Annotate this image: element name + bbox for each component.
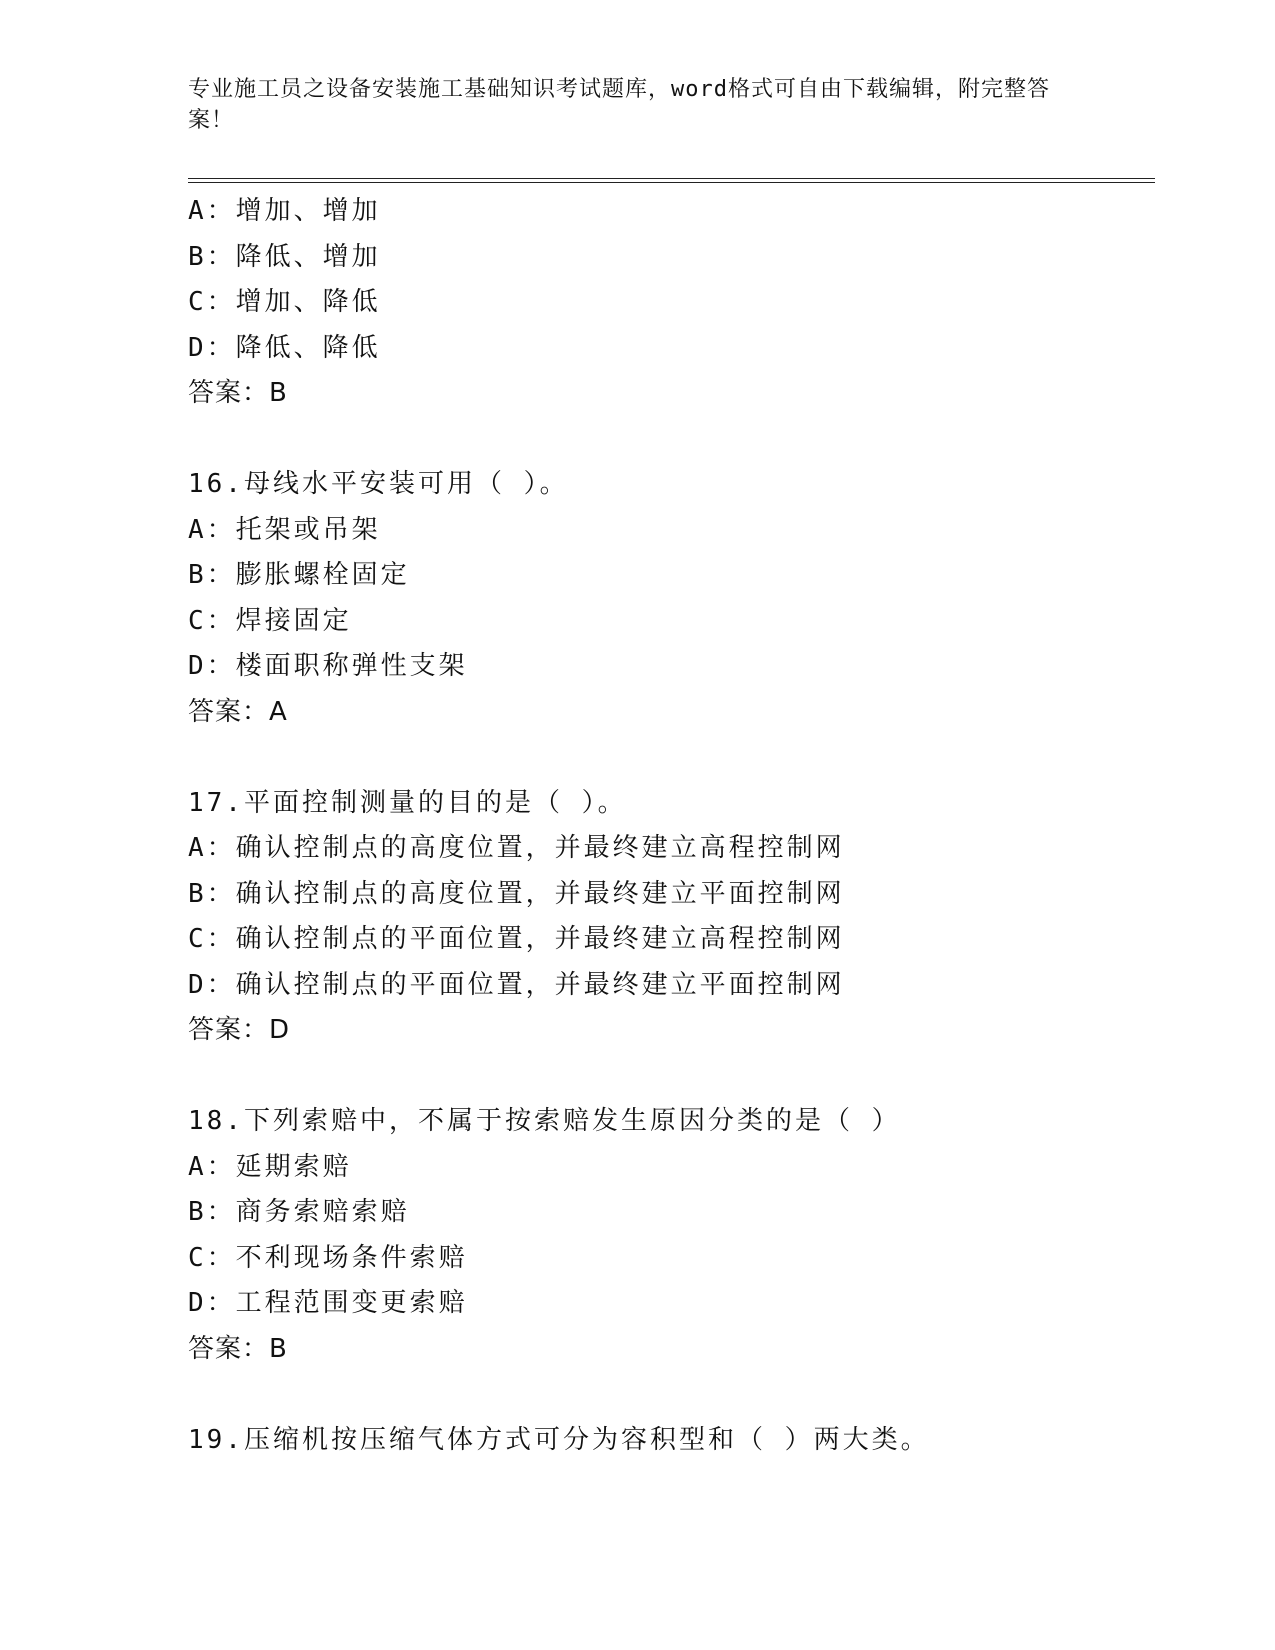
answer-line: 答案：D (188, 1015, 291, 1045)
option-d: D：楼面职称弹性支架 (188, 651, 468, 681)
question-stem: 19.压缩机按压缩气体方式可分为容积型和（ ）两大类。 (188, 1424, 930, 1455)
question-stem: 17.平面控制测量的目的是（ ）。 (188, 787, 627, 818)
option-b: B：商务索赔索赔 (188, 1197, 410, 1227)
question-block-17 (188, 781, 1138, 1054)
option-a: A：延期索赔 (188, 1151, 352, 1182)
option-d: D：工程范围变更索赔 (188, 1288, 468, 1318)
option-c: C：增加、降低 (188, 287, 381, 317)
answer-line: 答案：B (188, 378, 288, 408)
option-d: D：降低、降低 (188, 332, 381, 363)
header-divider (188, 178, 1155, 183)
option-a: A：增加、增加 (188, 196, 381, 226)
question-stem: 18.下列索赔中，不属于按索赔发生原因分类的是（ ） (188, 1106, 901, 1136)
question-block-16 (188, 462, 1138, 735)
question-block-18 (188, 1099, 1138, 1372)
question-stem: 16.母线水平安装可用（ ）。 (188, 469, 569, 499)
answer-line: 答案：A (188, 696, 288, 727)
option-c: C：不利现场条件索赔 (188, 1242, 468, 1273)
document-header: 专业施工员之设备安装施工基础知识考试题库，word格式可自由下载编辑，附完整答案！ (188, 77, 1050, 133)
answer-line: 答案：B (188, 1333, 288, 1364)
option-b: B：膨胀螺栓固定 (188, 560, 410, 590)
option-a: A：确认控制点的高度位置，并最终建立高程控制网 (188, 833, 845, 863)
option-d: D：确认控制点的平面位置，并最终建立平面控制网 (188, 969, 845, 1000)
option-c: C：确认控制点的平面位置，并最终建立高程控制网 (188, 924, 845, 954)
option-a: A：托架或吊架 (188, 514, 381, 545)
option-b: B：确认控制点的高度位置，并最终建立平面控制网 (188, 878, 845, 909)
question-block-continued (188, 189, 1138, 417)
question-list (188, 189, 1138, 1463)
option-b: B：降低、增加 (188, 241, 381, 272)
question-block-19 (188, 1418, 1138, 1464)
option-c: C：焊接固定 (188, 605, 352, 636)
